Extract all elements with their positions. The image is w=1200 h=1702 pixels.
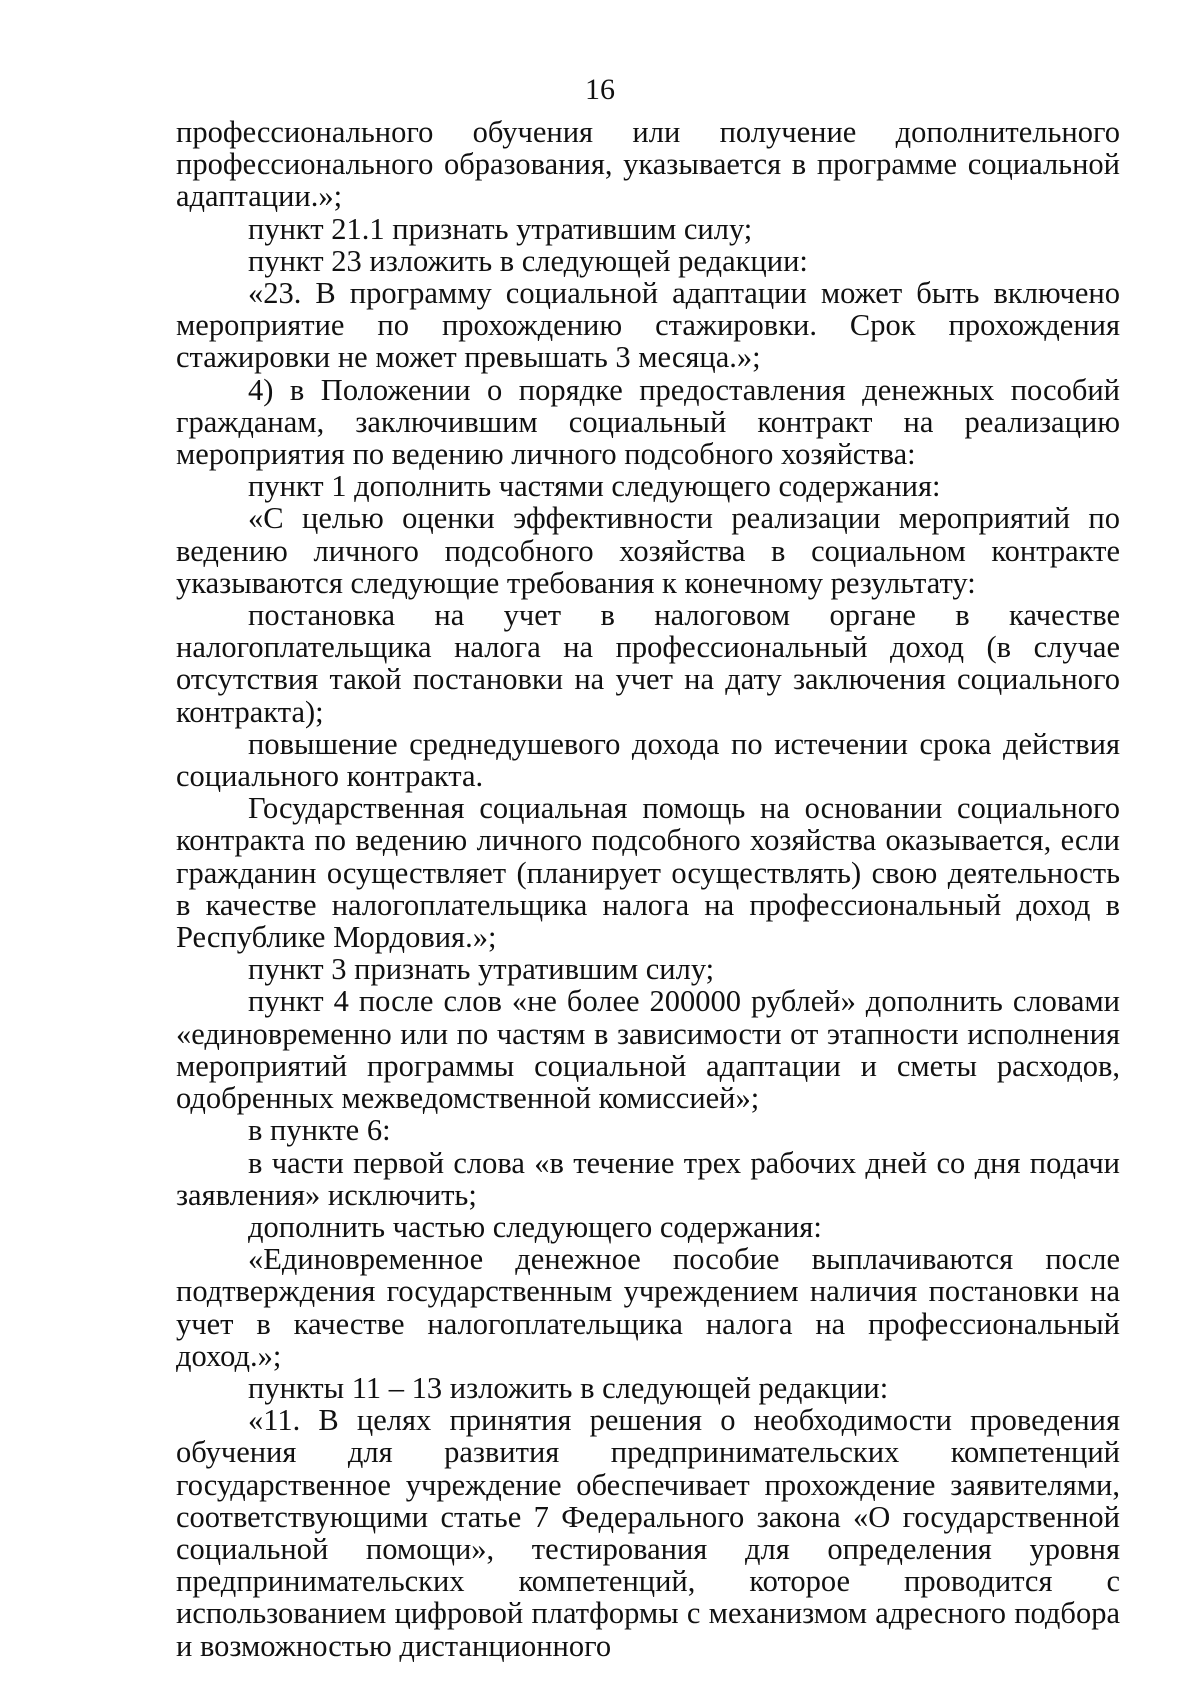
paragraph-items-11-13: пункты 11 – 13 изложить в следующей редакции: xyxy=(248,1370,889,1405)
paragraph-item-4: пункт 4 после слов «не более 200000 рублей» дополнить словами «единовременно или по частям в зависимости от этапности исполнения мероприятий программы социальной адаптации и сметы расходов, одобренных межведомственной комиссией»; xyxy=(176,984,1120,1116)
document-body xyxy=(176,116,1120,1662)
paragraph-requirement-2: повышение среднедушевого дохода по истечении срока действия социального контракта. xyxy=(176,726,1120,794)
paragraph-requirement-1: постановка на учет в налоговом органе в качестве налогоплательщика налога на профессиональный доход (в случае отсутствия такой постановки на учет на дату заключения социального контракта); xyxy=(176,598,1120,729)
paragraph-item-1: пункт 1 дополнить частями следующего содержания: xyxy=(248,469,941,504)
paragraph-state-aid: Государственная социальная помощь на основании социального контракта по ведению личного подсобного хозяйства оказывается, если гражданин осуществляет (планирует осуществлять) свою деятельность в качестве налогоплательщика налога на профессиональный доход в Республике Мордовия.»; xyxy=(176,791,1120,955)
paragraph-item-3: пункт 3 признать утратившим силу; xyxy=(248,952,715,987)
paragraph-item-6: в пункте 6: xyxy=(248,1113,391,1148)
paragraph-item-21-1: пункт 21.1 признать утратившим силу; xyxy=(248,211,753,246)
paragraph-item-6-addition: дополнить частью следующего содержания: xyxy=(248,1209,822,1244)
paragraph-item-11-text: «11. В целях принятия решения о необходимости проведения обучения для развития предпринимательских компетенций государственное учреждение обеспечивает прохождение заявителями, соответствующими статье 7 Федерального закона «О государственной социальной помощи», тестирования для определения уровня предпринимательских компетенций, которое проводится с использованием цифровой платформы с механизмом адресного подбора и возможностью дистанционного xyxy=(176,1403,1120,1663)
paragraph-item-23-text: «23. В программу социальной адаптации может быть включено мероприятие по прохождению стажировки. Срок прохождения стажировки не может превышать 3 месяца.»; xyxy=(176,276,1120,375)
paragraph-item-23: пункт 23 изложить в следующей редакции: xyxy=(248,243,808,278)
paragraph-section-4: 4) в Положении о порядке предоставления денежных пособий гражданам, заключившим социальный контракт на реализацию мероприятия по ведению личного подсобного хозяйства: xyxy=(176,372,1120,472)
page-number: 16 xyxy=(585,73,615,106)
paragraph-continuation: профессионального обучения или получение дополнительного профессионального образования, указывается в программе социальной адаптации.»; xyxy=(176,115,1120,214)
paragraph-item-1-text: «С целью оценки эффективности реализации мероприятий по ведению личного подсобного хозяйства в социальном контракте указываются следующие требования к конечному результату: xyxy=(176,501,1120,600)
paragraph-item-6-part-1: в части первой слова «в течение трех рабочих дней со дня подачи заявления» исключить; xyxy=(176,1145,1120,1212)
paragraph-item-6-addition-text: «Единовременное денежное пособие выплачиваются после подтверждения государственным учреждением наличия постановки на учет в качестве налогоплательщика налога на профессиональный доход.»; xyxy=(176,1242,1120,1373)
